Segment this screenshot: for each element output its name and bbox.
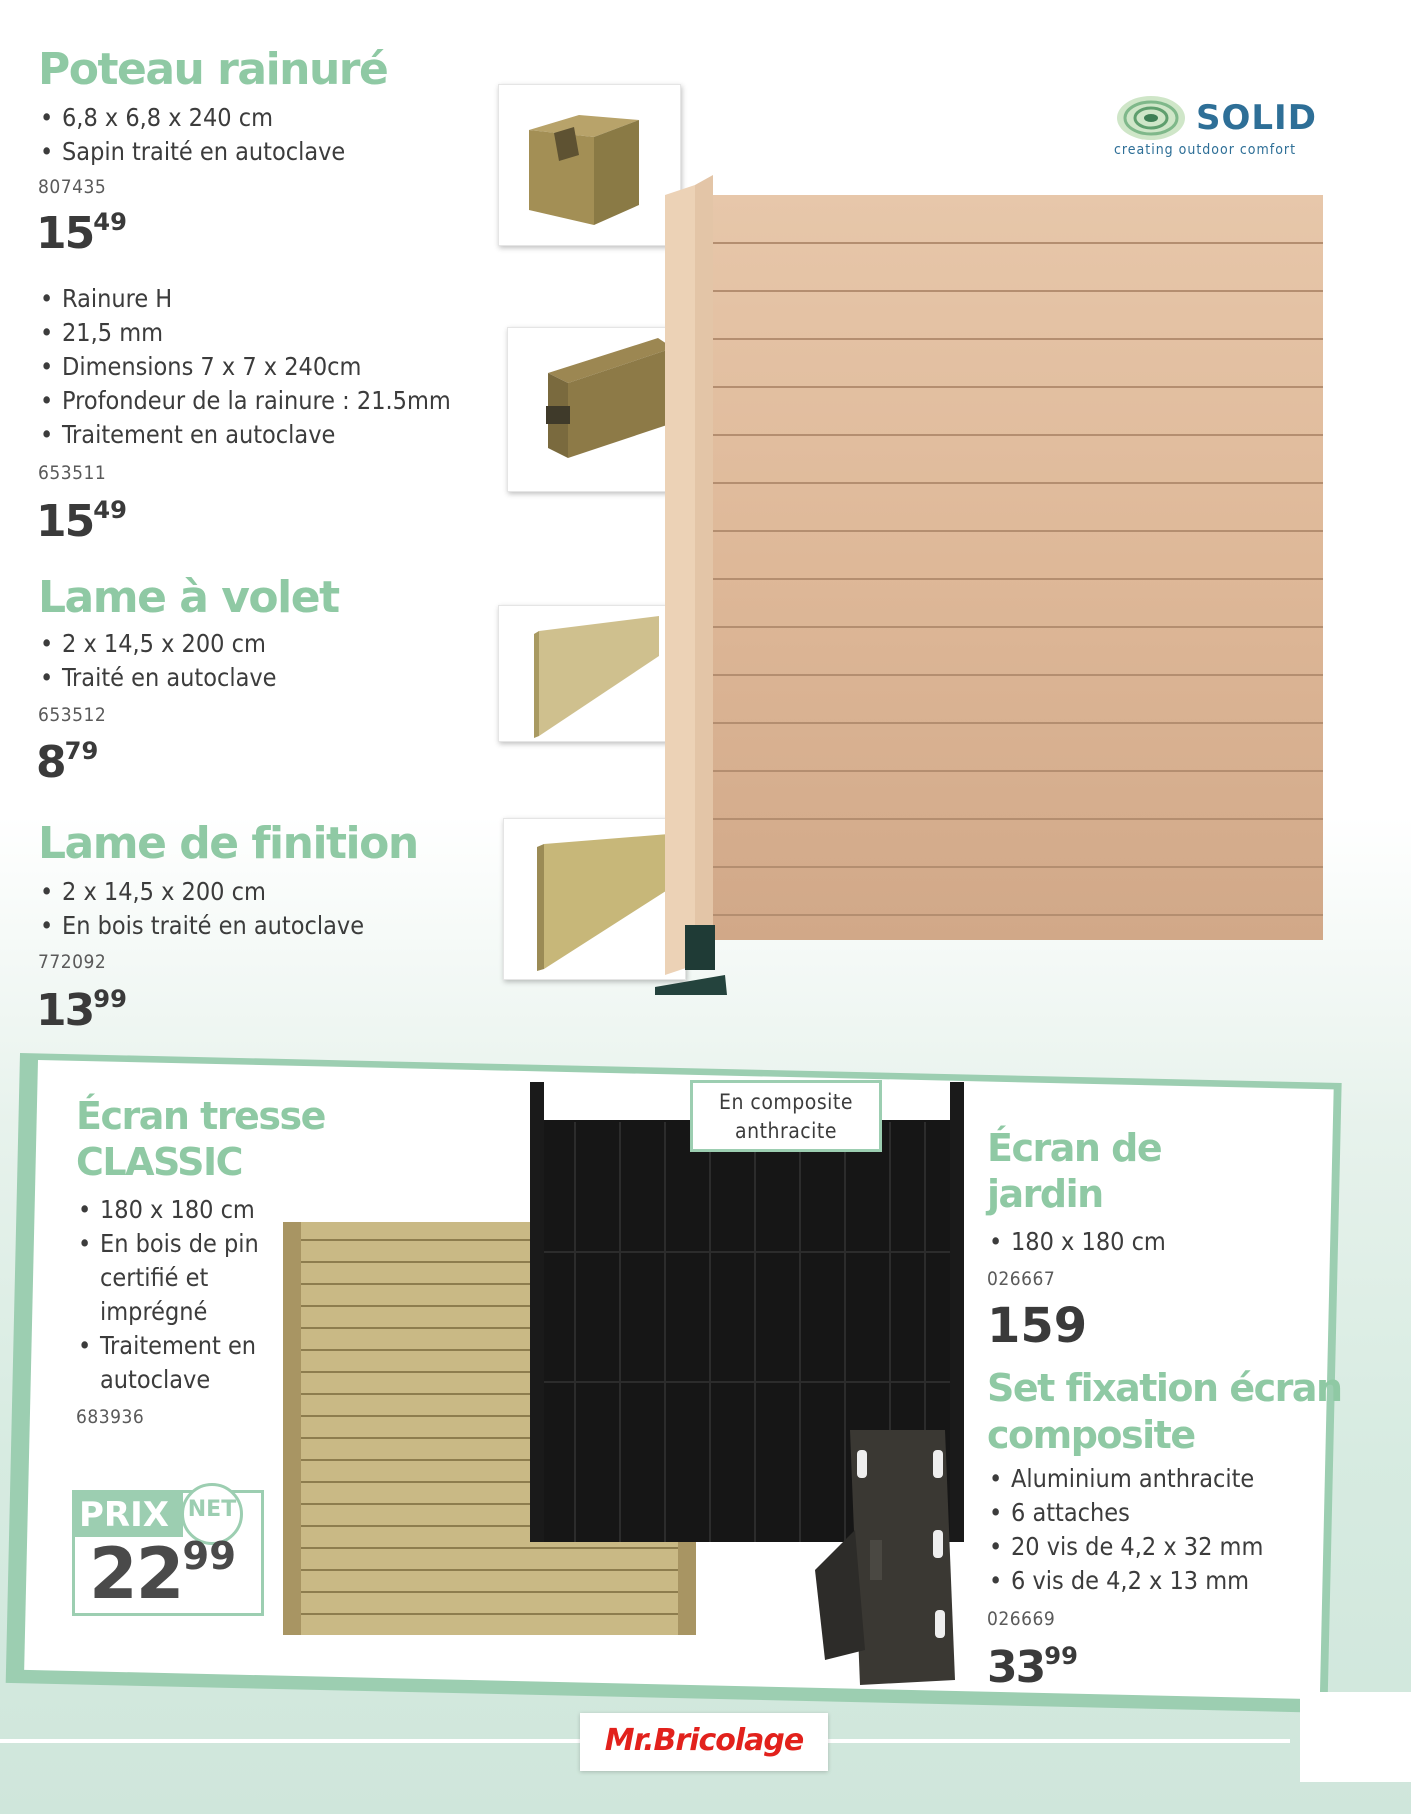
ecran-tresse-subtitle: CLASSIC [76,1140,243,1184]
ecran-tresse-title: Écran tresse [76,1094,325,1138]
lame-finition-price [36,985,127,1036]
set-fixation-price [987,1642,1078,1693]
composite-label: En composite anthracite [690,1080,882,1152]
bullet-item: • Aluminium anthracite [987,1462,1263,1496]
price-cents: 49 [93,495,127,524]
bullet-item: • 6 attaches [987,1496,1263,1530]
lame-finition-ref: 772092 [38,951,107,973]
lame-volet-bullets [38,627,277,695]
bullet-item: • Sapin traité en autoclave [38,135,345,169]
price-cents: 99 [182,1534,236,1580]
lame-finition-bullets [38,875,364,943]
ecran-jardin-title: Écran de [987,1126,1162,1170]
bullet-item: • 6 vis de 4,2 x 13 mm [987,1564,1263,1598]
bullet-item: • 180 x 180 cm [76,1193,296,1227]
bracket-photo [815,1420,975,1690]
bullet-item: • 2 x 14,5 x 200 cm [38,875,364,909]
bullet-item: • Traitement en autoclave [76,1329,296,1397]
badge-net: NET [181,1483,243,1545]
lame-finition-title: Lame de finition [38,818,418,869]
badge-prix: PRIX [75,1493,183,1537]
solid-logo-icon [1114,92,1188,144]
bullet-item: • En bois traité en autoclave [38,909,364,943]
ecran-jardin-ref: 026667 [987,1268,1056,1290]
lame-volet-price [36,737,98,788]
set-fixation-title: Set fixation écran [987,1366,1342,1410]
price-main: 33 [987,1642,1045,1693]
ecran-tresse-price [89,1533,236,1615]
solid-name: SOLID [1196,98,1317,138]
fence-photo [655,175,1325,995]
price-main: 22 [89,1533,183,1615]
lame-volet-thumbnail [498,605,681,742]
bullet-item: • En bois de pin certifié et imprégné [76,1227,296,1329]
price-cents: 79 [64,736,99,765]
bullet-item: • 180 x 180 cm [987,1225,1166,1259]
prix-net-badge [72,1490,264,1616]
bullet-item: • 21,5 mm [38,316,451,350]
price-main: 13 [36,985,94,1036]
solid-logo [1114,92,1344,162]
page-number: 5 [1330,1685,1376,1762]
mr-bricolage-text: Mr.Bricolage [604,1723,804,1758]
bullet-item: • Rainure H [38,282,451,316]
bullet-item: • Profondeur de la rainure : 21.5mm [38,384,451,418]
price-cents: 49 [93,207,127,236]
poteau-bullets [38,101,345,169]
price-main: 15 [36,496,94,547]
poteau-h-ref: 653511 [38,462,107,484]
mr-bricolage-logo [580,1713,828,1771]
poteau-price [36,208,127,259]
ecran-jardin-bullets [987,1225,1166,1259]
set-fixation-ref: 026669 [987,1608,1056,1630]
bullet-item: • 2 x 14,5 x 200 cm [38,627,277,661]
set-fixation-subtitle: composite [987,1413,1195,1457]
bullet-item: • Traité en autoclave [38,661,277,695]
poteau-ref: 807435 [38,176,107,198]
ecran-tresse-ref: 683936 [76,1406,145,1428]
solid-tagline: creating outdoor comfort [1114,142,1297,158]
bullet-item: • 20 vis de 4,2 x 32 mm [987,1530,1263,1564]
lame-volet-ref: 653512 [38,704,107,726]
price-main: 15 [36,208,94,259]
bullet-item: • 6,8 x 6,8 x 240 cm [38,101,345,135]
price-cents: 99 [1044,1641,1078,1670]
bullet-item: • Dimensions 7 x 7 x 240cm [38,350,451,384]
poteau-h-price [36,496,127,547]
lame-volet-title: Lame à volet [38,572,339,623]
poteau-title: Poteau rainuré [38,44,388,95]
poteau-h-bullets [38,282,451,452]
price-cents: 99 [93,984,127,1013]
poteau-thumbnail [498,84,681,246]
price-main: 8 [36,737,65,788]
ecran-tresse-bullets [76,1193,296,1397]
bullet-item: • Traitement en autoclave [38,418,451,452]
set-fixation-bullets [987,1462,1263,1598]
ecran-jardin-price: 159 [987,1298,1088,1354]
ecran-jardin-subtitle: jardin [987,1172,1103,1216]
